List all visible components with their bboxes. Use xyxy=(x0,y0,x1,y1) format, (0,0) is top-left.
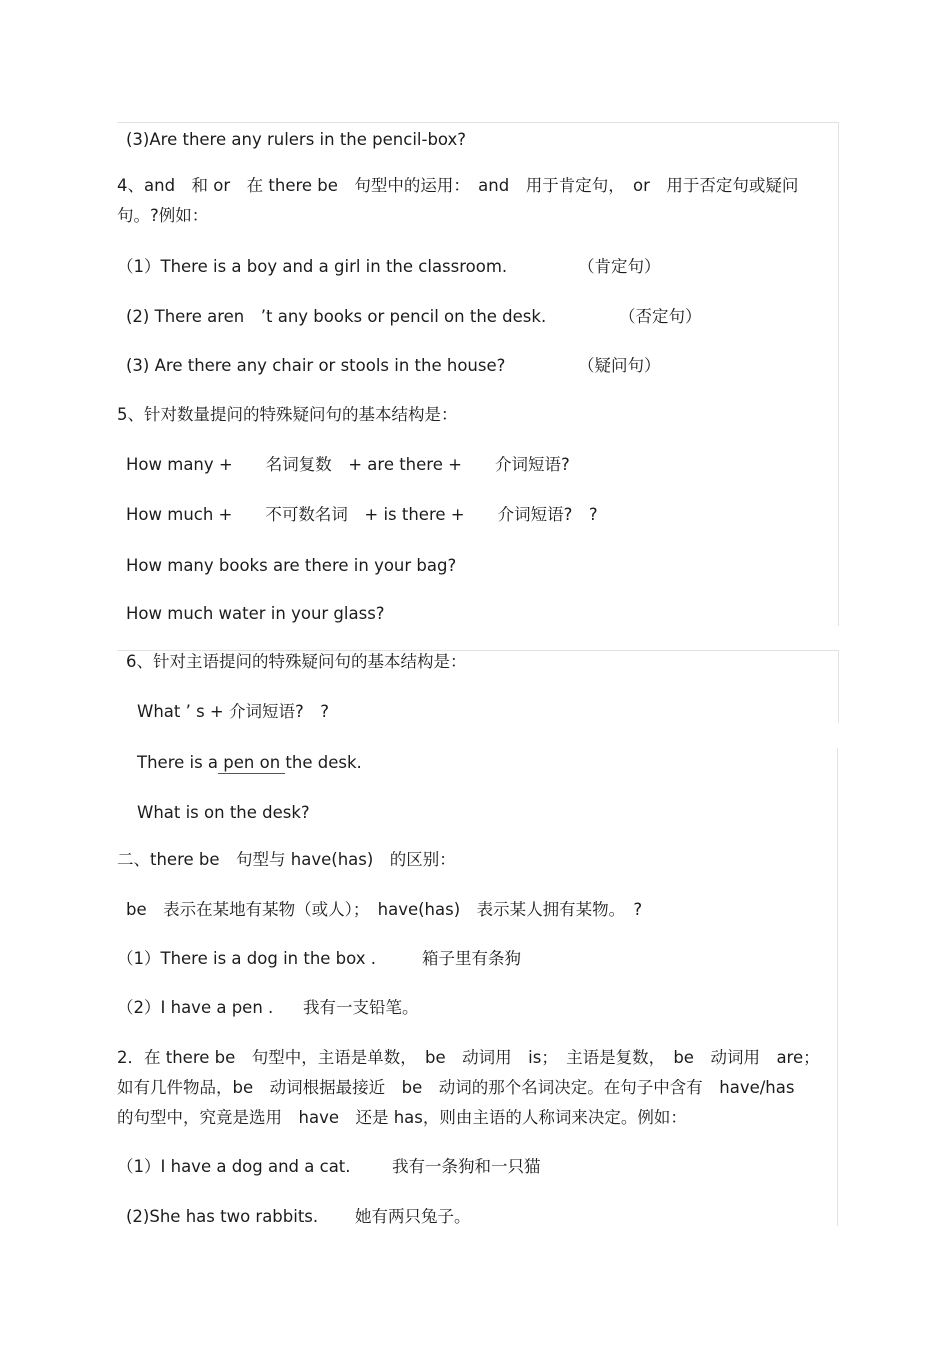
example-pen-on-desk-part-2: the desk. xyxy=(285,753,362,772)
rule-subject-verb-line-1: 2．在 there be 句型中，主语是单数， be 动词用 is； 主语是复数， be 动词用 are； xyxy=(117,1048,820,1067)
example-dog-in-box: （1）There is a dog in the box . xyxy=(117,949,376,968)
example-pen-on-desk xyxy=(137,752,362,774)
rule-subject-verb-line-2: 如有几件物品，be 动词根据最接近 be 动词的那个名词决定。在句子中含有 have/has xyxy=(117,1078,795,1097)
rule-subject-verb-line-3: 的句型中，究竟是选用 have 还是 has，则由主语的人称词来决定。例如： xyxy=(117,1108,687,1127)
heading-subject-question: 6、针对主语提问的特殊疑问句的基本结构是： xyxy=(126,652,467,671)
rule-subject-verb xyxy=(117,1043,820,1133)
label-affirmative: （肯定句） xyxy=(578,257,661,276)
rule-and-or xyxy=(117,171,798,231)
example-have-dog-cat: （1）I have a dog and a cat. xyxy=(117,1157,351,1176)
content-frame-3 xyxy=(837,748,838,1226)
structure-whats: What ’ s + 介词短语? ? xyxy=(137,702,330,721)
rule-and-or-line-1: 4、and 和 or 在 there be 句型中的运用： and 用于肯定句， or 用于否定句或疑问 xyxy=(117,176,799,195)
translation-dog-in-box: 箱子里有条狗 xyxy=(422,949,521,968)
example-interrogative: (3) Are there any chair or stools in the house? xyxy=(126,356,506,375)
example-have-pen: （2）I have a pen . xyxy=(117,998,274,1017)
example-how-much: How much water in your glass? xyxy=(126,604,385,623)
structure-how-much: How much + 不可数名词 + is there + 介词短语? ? xyxy=(126,505,598,524)
label-interrogative: （疑问句） xyxy=(578,356,661,375)
rule-be-vs-have: be 表示在某地有某物（或人）； have(has) 表示某人拥有某物。 ? xyxy=(126,900,643,919)
heading-quantity-question: 5、针对数量提问的特殊疑问句的基本结构是： xyxy=(117,405,458,424)
example-question-3: (3)Are there any rulers in the pencil-box? xyxy=(126,130,467,149)
example-pen-on-desk-part-1: There is a xyxy=(137,753,219,772)
heading-there-be-vs-have: 二、there be 句型与 have(has) 的区别： xyxy=(117,850,456,869)
example-affirmative: （1）There is a boy and a girl in the classroom. xyxy=(117,257,508,276)
example-pen-on-desk-underlined: pen on xyxy=(218,753,286,772)
label-negative: （否定句） xyxy=(619,307,702,326)
translation-have-pen: 我有一支铅笔。 xyxy=(303,998,419,1017)
example-has-rabbits: (2)She has two rabbits. xyxy=(126,1207,319,1226)
translation-have-dog-cat: 我有一条狗和一只猫 xyxy=(392,1157,541,1176)
rule-and-or-line-2: 句。?例如： xyxy=(117,206,209,225)
example-what-on-desk: What is on the desk? xyxy=(137,803,310,822)
example-negative: (2) There aren ’t any books or pencil on the desk. xyxy=(126,307,547,326)
example-how-many: How many books are there in your bag? xyxy=(126,556,457,575)
structure-how-many: How many + 名词复数 + are there + 介词短语? xyxy=(126,455,570,474)
translation-has-rabbits: 她有两只兔子。 xyxy=(355,1207,471,1226)
